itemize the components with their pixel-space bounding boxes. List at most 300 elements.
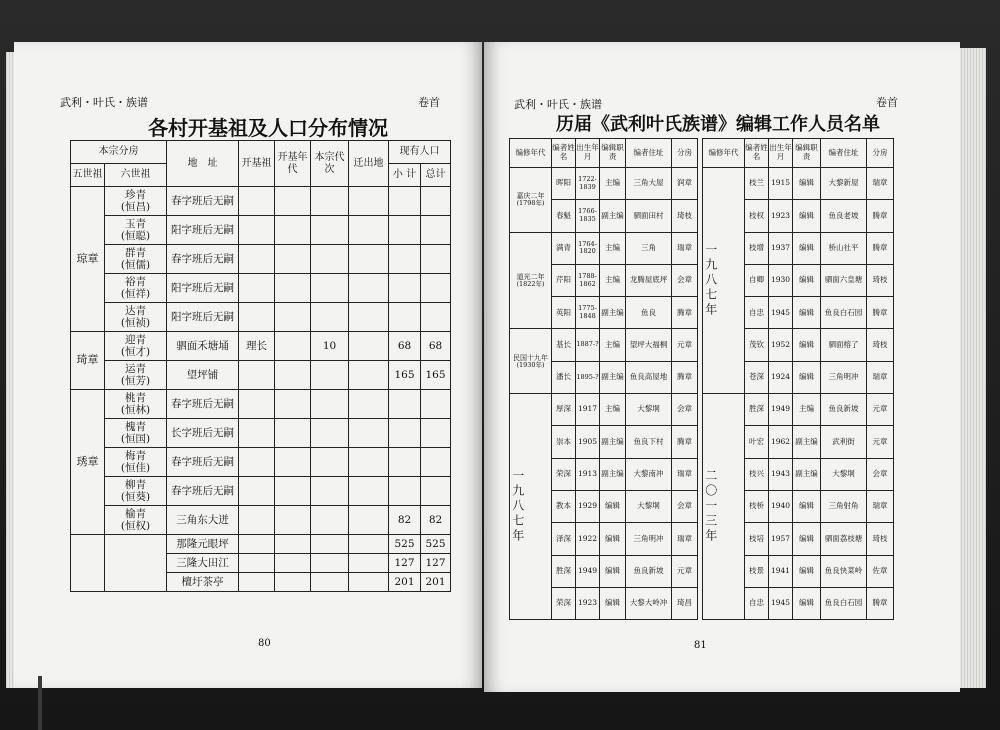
gen6-alias: (恒国): [120, 433, 151, 445]
branch-cell: 会章: [672, 490, 698, 522]
moved-cell: [349, 274, 389, 303]
total-cell: [421, 303, 451, 332]
birth-cell: 1775-1848: [576, 297, 600, 329]
header-name: 编者姓名: [552, 139, 576, 168]
place-cell: 望坪铺: [167, 361, 239, 390]
name-cell: 晖阳: [552, 168, 576, 200]
place-cell: 阳字班后无嗣: [167, 274, 239, 303]
total-cell: [421, 216, 451, 245]
page-title: 历届《武利叶氏族谱》编辑工作人员名单: [556, 114, 880, 135]
subtotal-cell: 127: [389, 554, 421, 573]
birth-cell: 1766-1835: [576, 200, 600, 232]
gen6-name: 柳青: [125, 478, 146, 491]
generation-cell: [311, 361, 349, 390]
role-cell: 编辑: [793, 523, 821, 555]
editors-table-left: [509, 138, 698, 620]
address-cell: 大黎新屋: [821, 168, 867, 200]
subtotal-cell: 82: [389, 506, 421, 535]
table-row: [510, 168, 698, 200]
birth-cell: 1962: [769, 426, 793, 458]
address-cell: 驷面田村: [626, 200, 672, 232]
address-cell: 大黎垌: [626, 394, 672, 426]
branch-cell: 琦枝: [867, 264, 894, 296]
generation-cell: [311, 303, 349, 332]
subtotal-cell: 525: [389, 535, 421, 554]
branch-cell: 腾章: [867, 200, 894, 232]
name-cell: 英阳: [552, 297, 576, 329]
total-cell: 127: [421, 554, 451, 573]
editors-table-right-body: [703, 139, 894, 620]
address-cell: 驷面榕了: [821, 329, 867, 361]
moved-cell: [349, 245, 389, 274]
moved-cell: [349, 506, 389, 535]
gen6-name: 榆青: [125, 507, 146, 520]
header-place: 地 址: [167, 141, 239, 187]
gen6-alias: (恒葵): [120, 491, 151, 503]
era-year: (1822年): [516, 279, 545, 288]
editors-table-right: [702, 138, 894, 620]
generation-cell: [311, 573, 349, 592]
name-cell: 基长: [552, 329, 576, 361]
birth-cell: 1943: [769, 458, 793, 490]
table-row: [510, 394, 698, 426]
table-row: [71, 187, 451, 216]
header-founded-era: 开基年代: [275, 141, 311, 187]
name-cell: 崇本: [552, 426, 576, 458]
place-cell: 阳字班后无嗣: [167, 216, 239, 245]
branch-cell: 琦昌: [672, 587, 698, 619]
founder-cell: [239, 448, 275, 477]
address-cell: 桥山社平: [821, 232, 867, 264]
branch-cell: 会章: [867, 458, 894, 490]
generation-cell: [311, 390, 349, 419]
gen6-cell: [105, 216, 167, 245]
name-cell: 枝兰: [745, 168, 769, 200]
right-page: [484, 42, 960, 692]
name-cell: 厚深: [552, 394, 576, 426]
moved-cell: [349, 216, 389, 245]
birth-cell: 1945: [769, 587, 793, 619]
moved-cell: [349, 448, 389, 477]
birth-cell: 1923: [769, 200, 793, 232]
role-cell: 编辑: [793, 587, 821, 619]
name-cell: 苍深: [745, 361, 769, 393]
era-cell: [275, 506, 311, 535]
name-cell: 荣深: [552, 587, 576, 619]
address-cell: 武利街: [821, 426, 867, 458]
era-cell: [275, 535, 311, 554]
table-row: [71, 477, 451, 506]
place-cell: 春字班后无嗣: [167, 187, 239, 216]
total-cell: 68: [421, 332, 451, 361]
birth-cell: 1722-1839: [576, 168, 600, 200]
birth-cell: 1952: [769, 329, 793, 361]
era-year: (1930年): [516, 360, 545, 369]
birth-cell: 1929: [576, 490, 600, 522]
era-label: 道光二年: [516, 272, 545, 281]
role-cell: 编辑: [793, 264, 821, 296]
era-label: 民国十九年: [513, 353, 548, 362]
gen5-cell: [71, 535, 105, 592]
branch-cell: 瑞章: [672, 523, 698, 555]
page-number: 81: [694, 640, 707, 651]
address-cell: 鱼良新坡: [626, 555, 672, 587]
address-cell: 大黎垌: [821, 458, 867, 490]
gen6-alias: (恒聪): [120, 230, 151, 242]
header-address: 编者住址: [626, 139, 672, 168]
header-name: 编者姓名: [745, 139, 769, 168]
header-era: 编修年代: [703, 139, 745, 168]
total-cell: [421, 187, 451, 216]
name-cell: 泽深: [552, 523, 576, 555]
editors-table-left-body: [510, 139, 698, 620]
moved-cell: [349, 477, 389, 506]
moved-cell: [349, 332, 389, 361]
gen6-cell: [105, 506, 167, 535]
address-cell: 三角明冲: [821, 361, 867, 393]
running-header-right: 卷首: [876, 96, 898, 109]
era-label: 嘉庆二年: [516, 192, 545, 201]
generation-cell: [311, 554, 349, 573]
header-row: [510, 139, 698, 168]
table-row: [71, 419, 451, 448]
birth-cell: 1895-?: [576, 361, 600, 393]
gen6-name: 群青: [125, 246, 146, 259]
founder-cell: [239, 303, 275, 332]
era-cell: [275, 573, 311, 592]
header-address: 编者住址: [821, 139, 867, 168]
table-row: [703, 394, 894, 426]
gen6-alias: (恒儒): [120, 259, 151, 271]
table-row: [71, 245, 451, 274]
branch-cell: 琦枝: [672, 200, 698, 232]
role-cell: 编辑: [793, 555, 821, 587]
header-role: 编辑职责: [600, 139, 626, 168]
table-row: [71, 390, 451, 419]
header-founder: 开基祖: [239, 141, 275, 187]
page-title: 各村开基祖及人口分布情况: [148, 116, 388, 140]
total-cell: 201: [421, 573, 451, 592]
header-role: 编辑职责: [793, 139, 821, 168]
subtotal-cell: 68: [389, 332, 421, 361]
era-cell: [510, 168, 552, 233]
branch-cell: 会章: [672, 264, 698, 296]
branch-cell: 琦枝: [867, 329, 894, 361]
role-cell: 编辑: [600, 555, 626, 587]
era-cell: [275, 554, 311, 573]
birth-cell: 1940: [769, 490, 793, 522]
header-moved-to: 迁出地: [349, 141, 389, 187]
place-cell: 三角东大迸: [167, 506, 239, 535]
branch-cell: 腾章: [867, 232, 894, 264]
subtotal-cell: [389, 477, 421, 506]
birth-cell: 1949: [576, 555, 600, 587]
founder-cell: [239, 216, 275, 245]
birth-cell: 1949: [769, 394, 793, 426]
name-cell: 自卿: [745, 264, 769, 296]
branch-cell: 会章: [672, 394, 698, 426]
name-cell: 春魁: [552, 200, 576, 232]
place-cell: 春字班后无嗣: [167, 448, 239, 477]
branch-cell: 腾章: [672, 361, 698, 393]
table-row: [71, 535, 451, 554]
era-label: 一九八七年: [703, 243, 718, 319]
role-cell: 主编: [600, 168, 626, 200]
role-cell: 主编: [600, 394, 626, 426]
branch-cell: 瑞章: [867, 361, 894, 393]
role-cell: 编辑: [793, 329, 821, 361]
name-cell: 潘长: [552, 361, 576, 393]
table-row: [510, 329, 698, 361]
running-header-left: 武利・叶氏・族谱: [514, 98, 602, 111]
branch-cell: 腾章: [672, 426, 698, 458]
era-cell: [275, 245, 311, 274]
subtotal-cell: 165: [389, 361, 421, 390]
role-cell: 副主编: [793, 458, 821, 490]
place-cell: 驷面禾塘埇: [167, 332, 239, 361]
founder-cell: [239, 274, 275, 303]
header-era: 编修年代: [510, 139, 552, 168]
address-cell: 三角大屋: [626, 168, 672, 200]
name-cell: 枝权: [745, 200, 769, 232]
birth-cell: 1930: [769, 264, 793, 296]
address-cell: 望坪大福桐: [626, 329, 672, 361]
gen6-name: 玉青: [125, 217, 146, 230]
birth-cell: 1924: [769, 361, 793, 393]
table-row: [71, 216, 451, 245]
place-cell: 春字班后无嗣: [167, 245, 239, 274]
founder-cell: 理长: [239, 332, 275, 361]
place-cell: 檀圩茶亭: [167, 573, 239, 592]
name-cell: 芹阳: [552, 264, 576, 296]
subtotal-cell: [389, 390, 421, 419]
role-cell: 编辑: [793, 297, 821, 329]
branch-cell: 瑞章: [672, 458, 698, 490]
gen6-cell: [105, 477, 167, 506]
gen6-name: 梅青: [125, 449, 146, 462]
role-cell: 编辑: [793, 232, 821, 264]
name-cell: 自忠: [745, 297, 769, 329]
subtotal-cell: [389, 274, 421, 303]
role-cell: 主编: [793, 394, 821, 426]
generation-cell: [311, 506, 349, 535]
era-cell: [275, 419, 311, 448]
total-cell: [421, 274, 451, 303]
birth-cell: 1788-1862: [576, 264, 600, 296]
birth-cell: 1905: [576, 426, 600, 458]
founder-cell: [239, 506, 275, 535]
moved-cell: [349, 303, 389, 332]
name-cell: 教本: [552, 490, 576, 522]
gen6-alias: (恒权): [120, 520, 151, 532]
era-cell: [703, 168, 745, 394]
name-cell: 叶宏: [745, 426, 769, 458]
address-cell: 大黎大岭冲: [626, 587, 672, 619]
gen6-alias: (恒昌): [120, 201, 151, 213]
moved-cell: [349, 187, 389, 216]
role-cell: 副主编: [600, 297, 626, 329]
gen6-name: 迎青: [125, 333, 146, 346]
address-cell: 鱼良新坡: [821, 394, 867, 426]
branch-cell: 佐章: [867, 555, 894, 587]
header-row: [703, 139, 894, 168]
place-cell: 那隆元眼坪: [167, 535, 239, 554]
total-cell: [421, 477, 451, 506]
founder-cell: [239, 573, 275, 592]
gen5-cell: 琼章: [71, 187, 105, 332]
branch-cell: 元章: [867, 394, 894, 426]
total-cell: [421, 245, 451, 274]
address-cell: 三角明冲: [626, 523, 672, 555]
era-cell: [275, 216, 311, 245]
generation-cell: [311, 477, 349, 506]
birth-cell: 1764-1820: [576, 232, 600, 264]
generation-cell: [311, 448, 349, 477]
role-cell: 主编: [600, 329, 626, 361]
era-label: 二〇一三年: [703, 469, 718, 545]
address-cell: 鱼良白石园: [821, 587, 867, 619]
gen6-cell: [105, 448, 167, 477]
gen6-alias: (恒芳): [120, 375, 151, 387]
header-generations: 本宗代次: [311, 141, 349, 187]
branch-cell: 腾章: [867, 297, 894, 329]
birth-cell: 1913: [576, 458, 600, 490]
role-cell: 主编: [600, 232, 626, 264]
birth-cell: 1945: [769, 297, 793, 329]
address-cell: 鱼良: [626, 297, 672, 329]
address-cell: 鱼良下村: [626, 426, 672, 458]
subtotal-cell: [389, 303, 421, 332]
branch-cell: 元章: [672, 555, 698, 587]
role-cell: 副主编: [600, 458, 626, 490]
founder-cell: [239, 390, 275, 419]
left-page: [14, 42, 482, 688]
moved-cell: [349, 573, 389, 592]
era-year: (1798年): [516, 199, 545, 208]
branch-cell: 润章: [672, 168, 698, 200]
role-cell: 副主编: [600, 200, 626, 232]
gen6-name: 达青: [125, 304, 146, 317]
moved-cell: [349, 390, 389, 419]
bookmark-ribbon: [38, 676, 42, 730]
table-row: [71, 303, 451, 332]
subtotal-cell: [389, 216, 421, 245]
gen6-cell: [105, 390, 167, 419]
era-cell: [275, 477, 311, 506]
era-cell: [275, 448, 311, 477]
branch-cell: 琦枝: [867, 523, 894, 555]
header-birth: 出生年月: [769, 139, 793, 168]
birth-cell: 1915: [769, 168, 793, 200]
subtotal-cell: [389, 245, 421, 274]
table-row: [71, 332, 451, 361]
address-cell: 龙腾屋底坪: [626, 264, 672, 296]
name-cell: 枝兴: [745, 458, 769, 490]
address-cell: 鱼良老坡: [821, 200, 867, 232]
branch-cell: 元章: [672, 329, 698, 361]
address-cell: 鱼良白石园: [821, 297, 867, 329]
header-branch: 分房: [867, 139, 894, 168]
table-row: [71, 361, 451, 390]
role-cell: 副主编: [600, 361, 626, 393]
gen6-cell: [105, 332, 167, 361]
header-birth: 出生年月: [576, 139, 600, 168]
founder-cell: [239, 419, 275, 448]
page-edges-right: [956, 48, 986, 688]
total-cell: 165: [421, 361, 451, 390]
address-cell: 三角射角: [821, 490, 867, 522]
address-cell: 大黎南冲: [626, 458, 672, 490]
running-header-left: 武利・叶氏・族谱: [60, 96, 148, 109]
gen6-name: 珍青: [125, 188, 146, 201]
gen6-alias: (恒祯): [120, 317, 151, 329]
era-label: 一九八七年: [510, 469, 525, 545]
gen6-cell: [105, 419, 167, 448]
role-cell: 编辑: [793, 200, 821, 232]
generation-cell: [311, 216, 349, 245]
header-branch: 分房: [672, 139, 698, 168]
role-cell: 编辑: [793, 361, 821, 393]
birth-cell: 1941: [769, 555, 793, 587]
role-cell: 编辑: [793, 490, 821, 522]
population-table: [70, 140, 451, 592]
era-cell: [275, 187, 311, 216]
gen5-cell: 琦章: [71, 332, 105, 390]
header-branch: 本宗分房: [71, 141, 167, 164]
founder-cell: [239, 187, 275, 216]
table-row: [71, 506, 451, 535]
header-subtotal: 小 计: [389, 164, 421, 187]
moved-cell: [349, 361, 389, 390]
founder-cell: [239, 554, 275, 573]
birth-cell: 1922: [576, 523, 600, 555]
name-cell: 自忠: [745, 587, 769, 619]
table-row: [71, 274, 451, 303]
name-cell: 枝桥: [745, 490, 769, 522]
subtotal-cell: [389, 187, 421, 216]
founder-cell: [239, 477, 275, 506]
gen6-cell: [105, 303, 167, 332]
name-cell: 枝增: [745, 232, 769, 264]
branch-cell: 腾章: [867, 587, 894, 619]
role-cell: 编辑: [793, 168, 821, 200]
header-total: 总计: [421, 164, 451, 187]
branch-cell: 瑞章: [867, 490, 894, 522]
header-gen5: 五世祖: [71, 164, 105, 187]
header-population: 现有人口: [389, 141, 451, 164]
address-cell: 驷面六皇塘: [821, 264, 867, 296]
address-cell: 鱼良快菜岭: [821, 555, 867, 587]
role-cell: 编辑: [600, 587, 626, 619]
address-cell: 鱼良高屋地: [626, 361, 672, 393]
total-cell: [421, 448, 451, 477]
gen6-cell: [105, 535, 167, 592]
generation-cell: [311, 535, 349, 554]
table-row: [71, 448, 451, 477]
place-cell: 春字班后无嗣: [167, 477, 239, 506]
branch-cell: 元章: [867, 426, 894, 458]
era-cell: [510, 329, 552, 394]
gen6-name: 裕青: [125, 275, 146, 288]
generation-cell: [311, 419, 349, 448]
subtotal-cell: [389, 448, 421, 477]
founder-cell: [239, 245, 275, 274]
moved-cell: [349, 535, 389, 554]
name-cell: 枝景: [745, 555, 769, 587]
branch-cell: 瑞章: [672, 232, 698, 264]
total-cell: [421, 419, 451, 448]
name-cell: 满青: [552, 232, 576, 264]
